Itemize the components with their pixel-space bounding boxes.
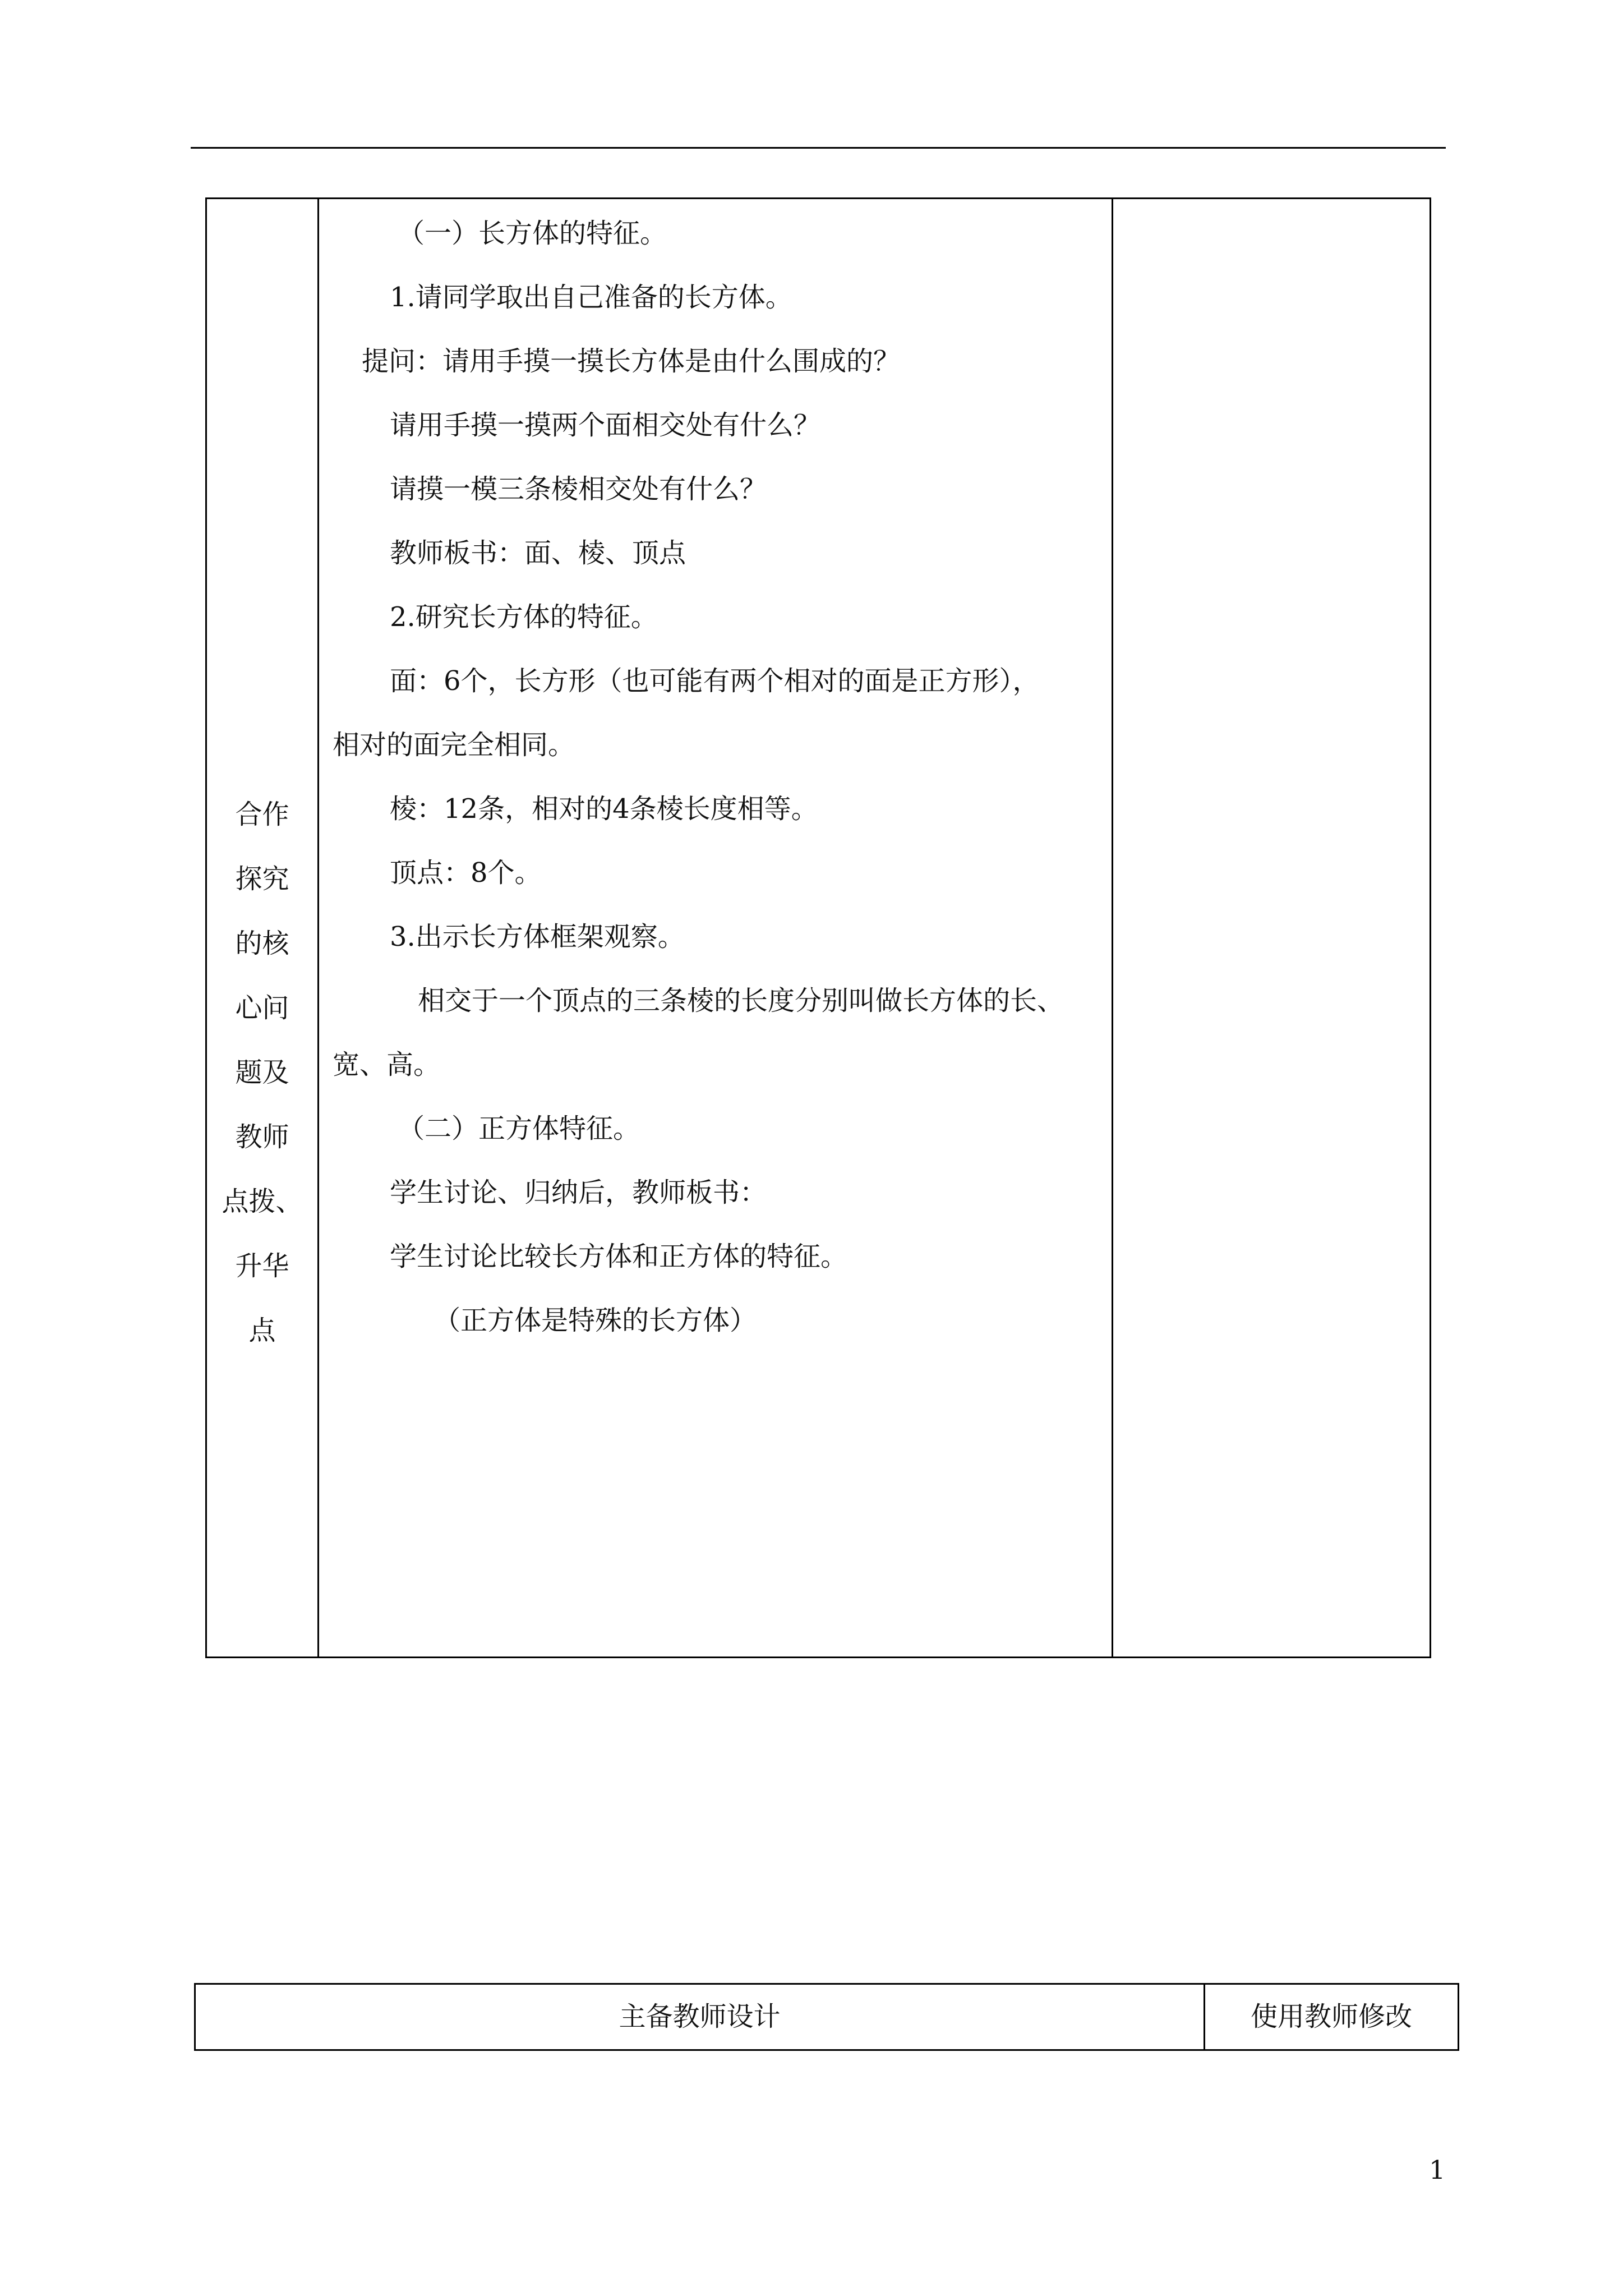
- section-label-line: 合作: [235, 799, 289, 830]
- section-label: [207, 783, 317, 1363]
- lesson-table: [205, 197, 1431, 1658]
- page-number: 1: [1429, 2155, 1446, 2185]
- teacher-design-table: [194, 1983, 1459, 2051]
- section-label-line: 升华: [235, 1250, 289, 1282]
- column-divider-right: [1112, 199, 1113, 1657]
- section-label-line: 题及: [235, 1057, 289, 1088]
- content-line: （一）长方体的特征。: [398, 218, 667, 249]
- content-line: 相交于一个顶点的三条棱的长度分别叫做长方体的长、: [418, 985, 1064, 1016]
- content-line: 提问：请用手摸一摸长方体是由什么围成的？: [362, 346, 901, 377]
- content-line: 棱：12条，相对的4条棱长度相等。: [390, 793, 818, 825]
- section-label-line: 点拨、: [222, 1186, 303, 1217]
- content-line: 顶点：8个。: [390, 857, 542, 889]
- content-line: 宽、高。: [333, 1049, 441, 1080]
- content-line: 面：6个，长方形（也可能有两个相对的面是正方形），: [390, 665, 1040, 697]
- teacher-revision-header: 使用教师修改: [1250, 2001, 1412, 2032]
- content-line: 相对的面完全相同。: [333, 729, 575, 761]
- column-divider-left: [317, 199, 319, 1657]
- content-line: 学生讨论、归纳后，教师板书：: [390, 1177, 767, 1208]
- content-line: 2.研究长方体的特征。: [390, 601, 658, 633]
- section-label-line: 的核: [235, 928, 289, 959]
- section-label-line: 点: [248, 1315, 276, 1346]
- content-line: （正方体是特殊的长方体）: [434, 1305, 757, 1336]
- header-rule: [191, 147, 1446, 149]
- content-line: 3.出示长方体框架观察。: [390, 921, 685, 953]
- content-line: 教师板书：面、棱、顶点: [390, 537, 686, 569]
- section-label-line: 心问: [235, 992, 289, 1024]
- section-label-line: 教师: [235, 1121, 289, 1153]
- content-line: 学生讨论比较长方体和正方体的特征。: [390, 1241, 848, 1272]
- content-line: 1.请同学取出自己准备的长方体。: [390, 282, 792, 313]
- section-label-line: 探究: [235, 863, 289, 895]
- content-line: 请用手摸一摸两个面相交处有什么？: [390, 409, 821, 441]
- content-line: 请摸一模三条棱相交处有什么？: [390, 473, 767, 505]
- lead-teacher-design-header: 主备教师设计: [619, 2001, 781, 2032]
- content-line: （二）正方体特征。: [398, 1113, 640, 1144]
